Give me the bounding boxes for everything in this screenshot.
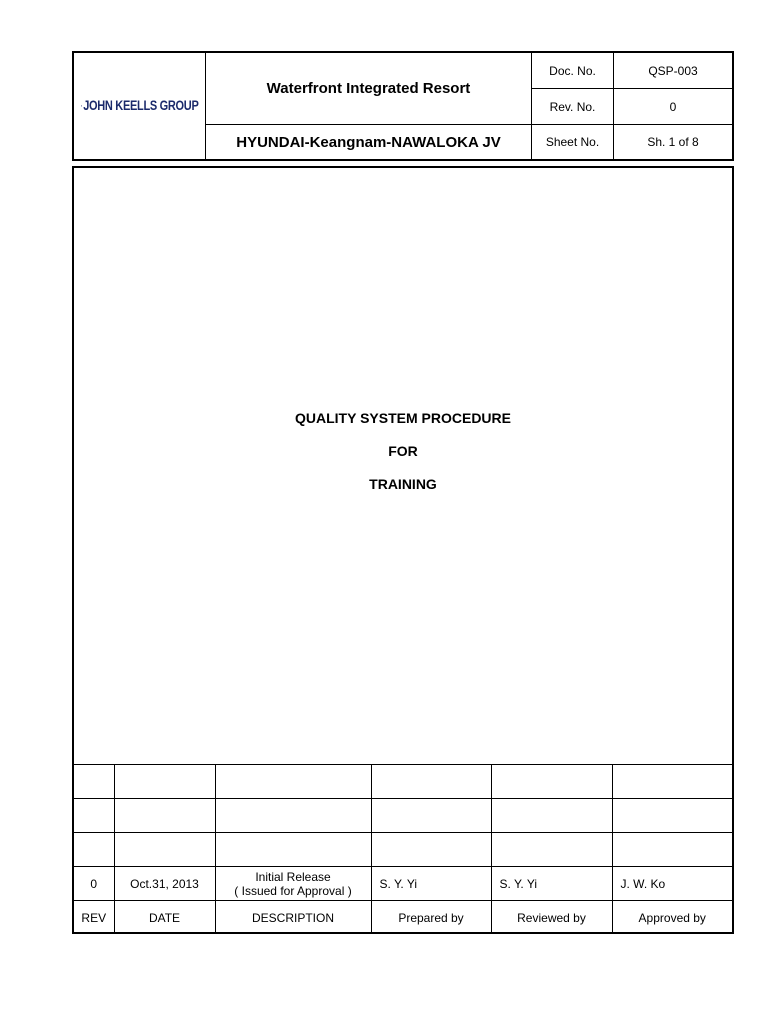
table-cell bbox=[491, 833, 612, 867]
project-title: Waterfront Integrated Resort bbox=[206, 53, 532, 125]
table-row-empty bbox=[74, 799, 732, 833]
description-value bbox=[215, 867, 371, 901]
prepared-by-value: S. Y. Yi bbox=[371, 867, 491, 901]
table-cell bbox=[114, 833, 215, 867]
table-row-empty bbox=[74, 765, 732, 799]
rev-value: 0 bbox=[74, 867, 114, 901]
contractor-name: HYUNDAI-Keangnam-NAWALOKA JV bbox=[206, 125, 532, 159]
doc-no-label: Doc. No. bbox=[532, 53, 614, 89]
table-cell bbox=[215, 799, 371, 833]
table-cell bbox=[371, 833, 491, 867]
reviewed-by-value: S. Y. Yi bbox=[491, 867, 612, 901]
sheet-no-label: Sheet No. bbox=[532, 125, 614, 159]
table-cell bbox=[612, 799, 732, 833]
approved-by-header: Approved by bbox=[612, 901, 732, 935]
logo-emblem-icon bbox=[81, 65, 82, 147]
rev-no-value: 0 bbox=[614, 89, 732, 125]
company-logo bbox=[81, 64, 199, 148]
logo-text: JOHN KEELLS GROUP bbox=[83, 98, 199, 114]
table-cell bbox=[74, 765, 114, 799]
date-value: Oct.31, 2013 bbox=[114, 867, 215, 901]
table-row-revision-entry bbox=[74, 867, 732, 901]
document-title-line2: FOR bbox=[388, 443, 418, 459]
document-title-line3: TRAINING bbox=[369, 476, 437, 492]
table-cell bbox=[74, 799, 114, 833]
table-cell bbox=[74, 833, 114, 867]
table-cell bbox=[215, 765, 371, 799]
approved-by-value: J. W. Ko bbox=[612, 867, 732, 901]
description-line1: Initial Release bbox=[255, 869, 331, 884]
sheet-no-value: Sh. 1 of 8 bbox=[647, 135, 699, 149]
table-header-row bbox=[74, 901, 732, 935]
document-body bbox=[72, 166, 734, 934]
table-cell bbox=[612, 833, 732, 867]
rev-header: REV bbox=[74, 901, 114, 935]
document-header bbox=[72, 51, 734, 161]
table-row-empty bbox=[74, 833, 732, 867]
table-cell bbox=[491, 765, 612, 799]
prepared-by-header: Prepared by bbox=[371, 901, 491, 935]
table-cell bbox=[114, 799, 215, 833]
revision-table bbox=[74, 764, 732, 934]
doc-no-value: QSP-003 bbox=[614, 53, 732, 89]
description-line2: ( Issued for Approval ) bbox=[234, 883, 352, 898]
table-cell bbox=[612, 765, 732, 799]
rev-no-label: Rev. No. bbox=[532, 89, 614, 125]
description-header: DESCRIPTION bbox=[215, 901, 371, 935]
table-cell bbox=[114, 765, 215, 799]
table-cell bbox=[371, 765, 491, 799]
logo-cell bbox=[74, 53, 206, 159]
document-title-line1: QUALITY SYSTEM PROCEDURE bbox=[295, 410, 511, 426]
table-cell bbox=[215, 833, 371, 867]
table-cell bbox=[371, 799, 491, 833]
table-cell bbox=[491, 799, 612, 833]
date-header: DATE bbox=[114, 901, 215, 935]
reviewed-by-header: Reviewed by bbox=[491, 901, 612, 935]
